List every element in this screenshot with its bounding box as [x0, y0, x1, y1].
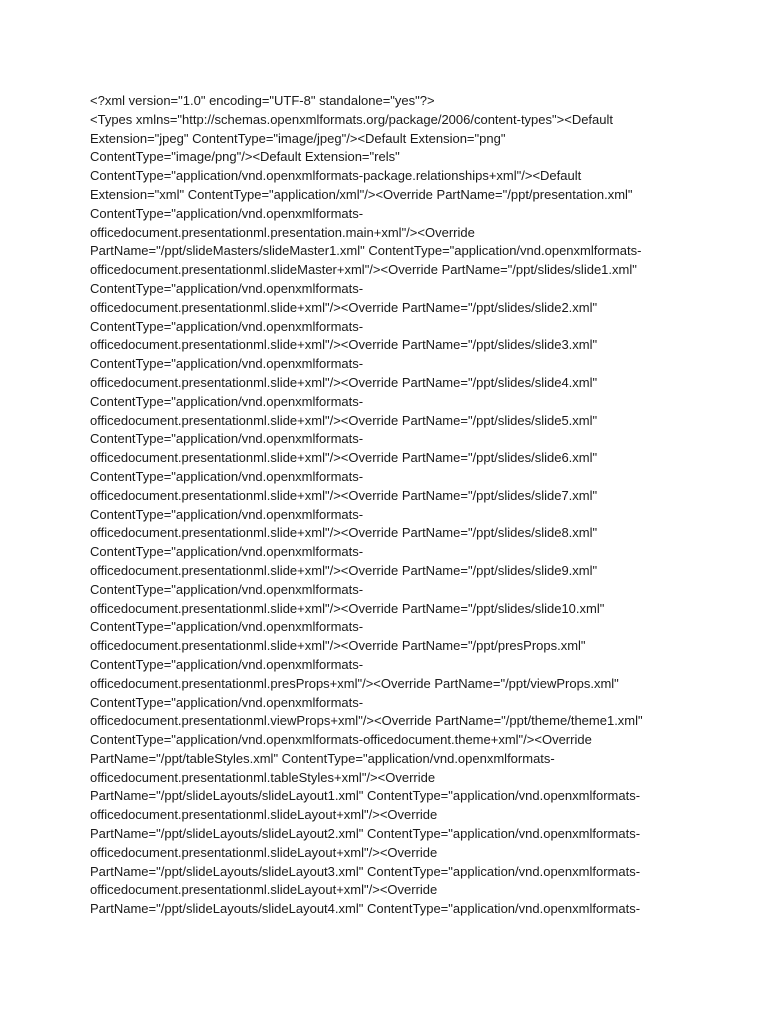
text-line: officedocument.presentationml.slide+xml"/><Override PartName="/ppt/slides/slide4.xml": [90, 374, 598, 390]
text-line: ContentType="application/vnd.openxmlformats-: [90, 280, 364, 296]
text-line: officedocument.presentationml.slide+xml"/><Override PartName="/ppt/slides/slide9.xml": [90, 562, 598, 578]
text-line: ContentType="application/vnd.openxmlformats-: [90, 581, 364, 597]
text-line: officedocument.presentationml.slide+xml"/><Override PartName="/ppt/slides/slide7.xml": [90, 487, 598, 503]
text-line: officedocument.presentationml.slideLayout+xml"/><Override: [90, 807, 438, 823]
text-line: PartName="/ppt/tableStyles.xml" ContentType="application/vnd.openxmlformats-: [90, 750, 555, 766]
text-line: ContentType="application/vnd.openxmlformats-: [90, 356, 364, 372]
text-line: officedocument.presentationml.slideLayout+xml"/><Override: [90, 882, 438, 898]
xml-content-body: [90, 92, 730, 919]
text-line: ContentType="application/vnd.openxmlformats-: [90, 205, 364, 221]
text-line: PartName="/ppt/slideLayouts/slideLayout3.xml" ContentType="application/vnd.openxmlformats-: [90, 863, 641, 879]
text-line: ContentType="application/vnd.openxmlformats-: [90, 506, 364, 522]
text-line: ContentType="application/vnd.openxmlformats-: [90, 656, 364, 672]
text-line: officedocument.presentationml.slideLayout+xml"/><Override: [90, 844, 438, 860]
text-line: officedocument.presentationml.slide+xml"/><Override PartName="/ppt/slides/slide6.xml": [90, 450, 598, 466]
text-line: <?xml version="1.0" encoding="UTF-8" standalone="yes"?>: [90, 93, 435, 108]
text-line: officedocument.presentationml.slide+xml"/><Override PartName="/ppt/slides/slide3.xml": [90, 337, 598, 353]
text-line: officedocument.presentationml.slide+xml"/><Override PartName="/ppt/slides/slide8.xml": [90, 525, 598, 541]
text-line: PartName="/ppt/slideLayouts/slideLayout2.xml" ContentType="application/vnd.openxmlformats-: [90, 826, 641, 842]
text-line: officedocument.presentationml.slide+xml"/><Override PartName="/ppt/slides/slide5.xml": [90, 412, 598, 428]
text-line: officedocument.presentationml.presentation.main+xml"/><Override: [90, 224, 475, 240]
text-line: PartName="/ppt/slideMasters/slideMaster1.xml" ContentType="application/vnd.openxmlformats-: [90, 243, 642, 259]
text-line: ContentType="application/vnd.openxmlformats-: [90, 431, 364, 447]
text-line: ContentType="application/vnd.openxmlformats-: [90, 393, 364, 409]
text-line: officedocument.presentationml.slide+xml"/><Override PartName="/ppt/slides/slide2.xml": [90, 299, 598, 315]
text-line: ContentType="application/vnd.openxmlformats-: [90, 468, 364, 484]
text-line: PartName="/ppt/slideLayouts/slideLayout1.xml" ContentType="application/vnd.openxmlformats-: [90, 788, 641, 804]
text-line: ContentType="application/vnd.openxmlformats-: [90, 544, 364, 560]
text-line: ContentType="application/vnd.openxmlformats-package.relationships+xml"/><Default: [90, 168, 582, 184]
text-line: ContentType="application/vnd.openxmlformats-officedocument.theme+xml"/><Override: [90, 732, 592, 748]
text-line: officedocument.presentationml.viewProps+xml"/><Override PartName="/ppt/theme/theme1.xml": [90, 713, 643, 729]
text-line: officedocument.presentationml.presProps+xml"/><Override PartName="/ppt/viewProps.xml": [90, 675, 619, 691]
text-line: PartName="/ppt/slideLayouts/slideLayout4.xml" ContentType="application/vnd.openxmlformats-: [90, 901, 641, 917]
text-line: ContentType="image/png"/><Default Extension="rels": [90, 149, 400, 165]
text-line: ContentType="application/vnd.openxmlformats-: [90, 619, 364, 635]
text-line: officedocument.presentationml.slide+xml"/><Override PartName="/ppt/presProps.xml": [90, 638, 586, 654]
text-line: officedocument.presentationml.slide+xml"/><Override PartName="/ppt/slides/slide10.xml": [90, 600, 605, 616]
text-line: Extension="xml" ContentType="application/xml"/><Override PartName="/ppt/presentation.xml": [90, 186, 633, 202]
text-line: <Types xmlns="http://schemas.openxmlformats.org/package/2006/content-types"><Default: [90, 111, 614, 127]
text-line: Extension="jpeg" ContentType="image/jpeg"/><Default Extension="png": [90, 130, 506, 146]
text-line: officedocument.presentationml.tableStyles+xml"/><Override: [90, 769, 436, 785]
text-line: ContentType="application/vnd.openxmlformats-: [90, 318, 364, 334]
text-line: officedocument.presentationml.slideMaster+xml"/><Override PartName="/ppt/slides/slide1.xml": [90, 262, 637, 278]
text-line: ContentType="application/vnd.openxmlformats-: [90, 694, 364, 710]
